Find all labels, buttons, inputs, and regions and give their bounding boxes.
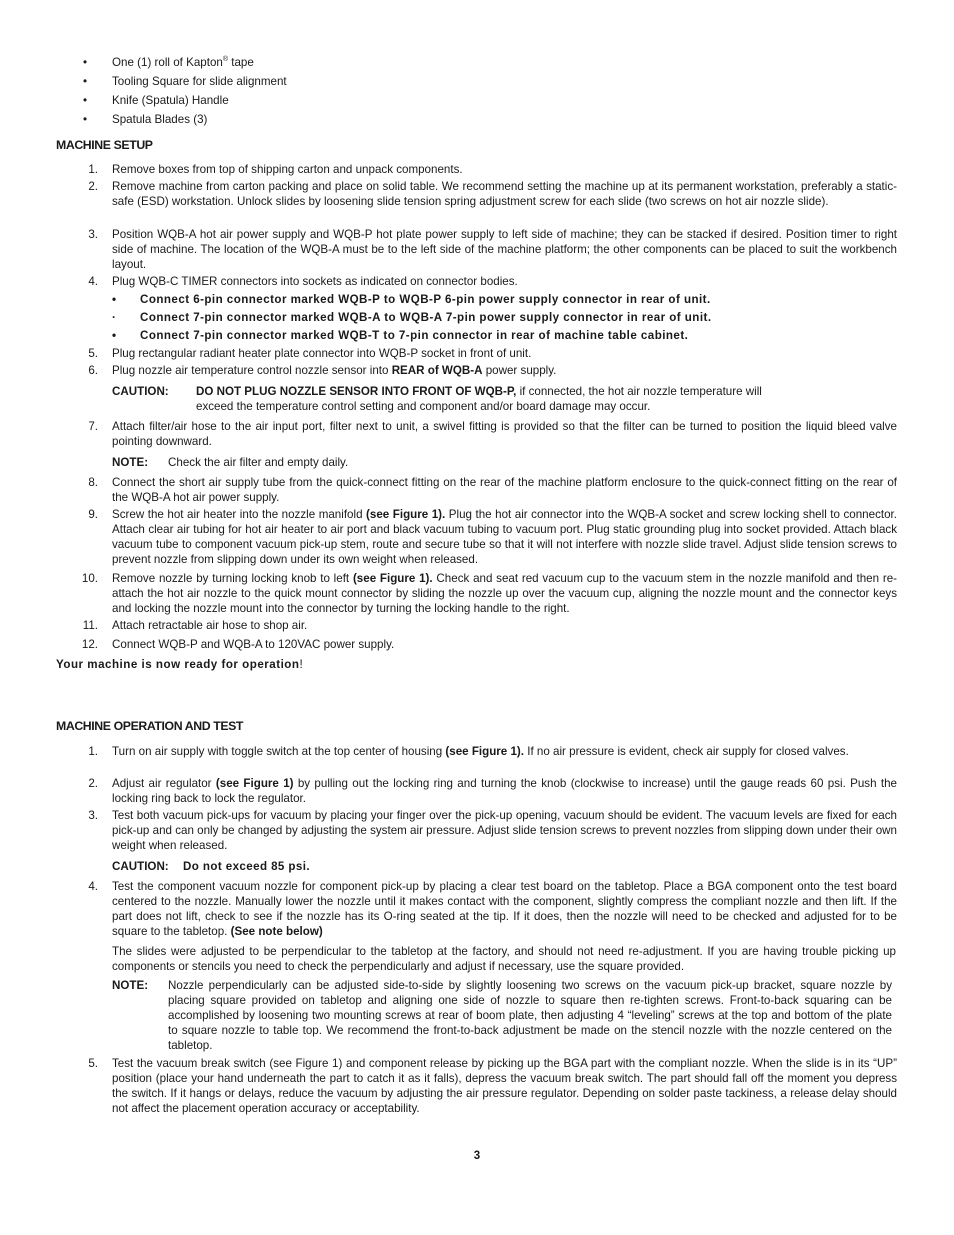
step-text: Check and seat red vacuum cup to the vacuum stem in the nozzle manifold and then re-attach the hot air nozzle to the quick mount connector by sliding the nozzle up over the vacuum cup, aligning the nozzle mount and the connector keys and locking the nozzle mount into the connector by turning the locking handle to the right.	[112, 572, 898, 615]
step-text: Position WQB-A hot air power supply and WQB-P hot plate power supply to left side of machine; they can be stacked if desired. Position timer to right side of machine. The location of the WQB-A must be to the left side of the machine platform; the other components can be placed to suit the workbench layout.	[112, 228, 897, 271]
step-text: Turn on air supply with toggle switch at the top center of housing	[112, 745, 446, 758]
setup-step: 3. Position WQB-A hot air power supply and WQB-P hot plate power supply to left side of machine; they can be stacked if desired. Position timer to right side of machine. The location of the WQB-A must be to the left side of the machine platform; the other components can be placed to suit the workbench layout.	[88, 228, 897, 271]
step-text: Plug the hot air connector into the WQB-A socket and screw locking shell to connector. Attach clear air tubing for hot air heater to air port and black vacuum tubing to vacuum port. Plug static grounding plug into socket provided. Attach black vacuum tube to component vacuum pick-up stem, route and secure tube so that it will not interfere with nozzle slide travel. Adjust slide tension screws to prevent nozzle from slipping down under its own weight when released.	[112, 508, 897, 566]
bullet-icon: •	[83, 113, 88, 126]
step-text: Plug rectangular radiant heater plate connector into WQB-P socket in front of unit.	[112, 347, 532, 360]
setup-step: 12. Connect WQB-P and WQB-A to 120VAC power supply.	[81, 638, 395, 651]
note-label: NOTE:	[112, 979, 149, 992]
step-text: Plug WQB-C TIMER connectors into sockets as indicated on connector bodies.	[112, 275, 518, 288]
step-text: by pulling out the locking ring and turning the knob (clockwise to increase) until the gauge reads 60 psi. Push the locking ring back to lock the regulator.	[112, 777, 898, 805]
setup-step: 4. Plug WQB-C TIMER connectors into sockets as indicated on connector bodies.	[88, 275, 518, 288]
step-text: Test both vacuum pick-ups for vacuum by placing your finger over the pick-up opening, vacuum should be evident. The vacuum levels are fixed for each pick-up and can only be changed by adjusting the system air pressure. Adjust slide tension screws to prevent nozzles from slipping down under their own weight when released.	[112, 809, 897, 852]
note-label: NOTE:	[112, 456, 149, 469]
step-text: Test the component vacuum nozzle for component pick-up by placing a clear test board on the tabletop. Place a BGA component onto the test board centered to the nozzle. Manually lower the nozzle until it makes contact with the component, slightly compress the compliant nozzle and then lift. If the part does not lift, check to see if the nozzle has its O-ring seated at the tip. If it does, then the nozzle will need to be checked and adjusted for to be square to the tabletop.	[112, 880, 897, 938]
step-text: Screw the hot air heater into the nozzle manifold	[112, 508, 367, 521]
setup-step: 6. Plug nozzle air temperature control nozzle sensor into REAR of WQB-A power supply.	[88, 364, 557, 377]
section-heading-machine-setup: MACHINE SETUP	[56, 138, 153, 152]
setup-step: 9. Screw the hot air heater into the nozzle manifold (see Figure 1). Plug the hot air connector into the WQB-A socket and screw locking shell to connector. Attach clear air tubing for hot air heater to air port and black vacuum tubing to vacuum port. Plug static grounding plug into socket provided. Attach black vacuum tube to component vacuum pick-up stem, route and secure tube so that it will not interfere with nozzle slide travel. Adjust slide tension screws to prevent nozzle from slipping down under its own weight when released.	[88, 508, 897, 566]
step-text: Plug nozzle air temperature control nozzle sensor into	[112, 364, 392, 377]
step-text: Remove boxes from top of shipping carton and unpack components.	[112, 163, 463, 176]
setup-step: 1. Remove boxes from top of shipping carton and unpack components.	[88, 163, 463, 176]
step-text: Connect the short air supply tube from the quick-connect fitting on the rear of the machine platform enclosure to the quick-connect fitting on the rear of the WQB-A hot air power supply.	[112, 476, 897, 504]
operation-step: 1. Turn on air supply with toggle switch at the top center of housing (see Figure 1). If no air pressure is evident, check air supply for closed valves.	[88, 745, 849, 758]
bullet-icon: •	[112, 293, 117, 306]
step-text: Remove machine from carton packing and place on solid table. We recommend setting the machine up at its permanent workstation, preferably a static-safe (ESD) workstation. Unlock slides by loosening slide tension spring adjustment screw for each slide (two screws on hot air nozzle slide).	[112, 180, 897, 208]
step-text: Remove nozzle by turning locking knob to left	[112, 572, 353, 585]
operation-step: 5. Test the vacuum break switch (see Figure 1) and component release by picking up the BGA part with the compliant nozzle. When the slide is in its “UP” position (place your hand underneath the part to catch it as it falls), depress the vacuum break switch. The part should fall off the moment you depress the switch. If it hangs or delays, reduce the vacuum by adjusting the air pressure regulator. Depending on solder paste tackiness, a release delay should not affect the placement operation accuracy or acceptability.	[88, 1057, 897, 1115]
operation-step: 3. Test both vacuum pick-ups for vacuum by placing your finger over the pick-up opening, vacuum should be evident. The vacuum levels are fixed for each pick-up and can only be changed by adjusting the system air pressure. Adjust slide tension screws to prevent nozzles from slipping down under their own weight when released.	[88, 809, 897, 852]
step-text: Attach retractable air hose to shop air.	[112, 619, 308, 632]
bullet-icon: ·	[112, 311, 117, 324]
setup-step: 5. Plug rectangular radiant heater plate connector into WQB-P socket in front of unit.	[88, 347, 532, 360]
step-text: (see Figure 1).	[352, 572, 433, 585]
note-callout: NOTE: Check the air filter and empty daily.	[112, 456, 349, 469]
setup-step: 2. Remove machine from carton packing and place on solid table. We recommend setting the machine up at its permanent workstation, preferably a static-safe (ESD) workstation. Unlock slides by loosening slide tension spring adjustment screw for each slide (two screws on hot air nozzle slide).	[88, 180, 897, 208]
caution-callout: CAUTION: DO NOT PLUG NOZZLE SENSOR INTO FRONT OF WQB-P, if connected, the hot air nozzle temperature will exceed the temperature control setting and component and/or board damage may occur.	[112, 385, 762, 413]
step-text: Attach filter/air hose to the air input port, filter next to unit, a swivel fitting is provided so that the filter can be turned to position the liquid bleed valve pointing downward.	[112, 420, 897, 448]
step-text: Test the vacuum break switch (see Figure 1) and component release by picking up the BGA part with the compliant nozzle. When the slide is in its “UP” position (place your hand underneath the part to catch it as it falls), depress the vacuum break switch. The part should fall off the moment you depress the switch. If it hangs or delays, reduce the vacuum by adjusting the air pressure regulator. Depending on solder paste tackiness, a release delay should not affect the placement operation accuracy or acceptability.	[112, 1057, 897, 1115]
step-text: Connect WQB-P and WQB-A to 120VAC power supply.	[112, 638, 395, 651]
operation-step: 4. Test the component vacuum nozzle for component pick-up by placing a clear test board on the tabletop. Place a BGA component onto the test board centered to the nozzle. Manually lower the nozzle until it makes contact with the component, slightly compress the compliant nozzle and then lift. If the part does not lift, check to see if the nozzle has its O-ring seated at the tip. If it does, then the nozzle will need to be checked and adjusted for to be square to the tabletop. (See note below)	[88, 880, 897, 938]
step-text: (see Figure 1).	[366, 508, 446, 521]
bullet-icon: •	[83, 75, 88, 88]
step-text: (See note below)	[230, 925, 323, 938]
manual-page: • One (1) roll of Kapton® tape • Tooling Square for slide alignment • Knife (Spatula) Handle • Spatula Blades (3) MACHINE SETUP 1. Remove boxes from top of shipping carton and unpack components. 2. Remove machine from carton packing and place on solid table. We recommend setting the machine up at its permanent workstation, preferably a static-safe (ESD) workstation. Unlock slides by loosening slide tension spring adjustment screw for each slide (two screws on hot air nozzle slide). 3. Position WQB-A hot air power supply and WQB-P hot plate power supply to left side of machine; they can be stacked if desired. Position timer to right side of machine. The location of the WQB-A must be to the left side of the machine platform; the other components can be placed to suit the workbench layout. 4. Plug WQB-C TIMER connectors into sockets as indicated on connector bodies. • Connect 6-pin connector marked WQB-P to WQB-P 6-pin power supply connector in rear of unit. · Connect 7-pin connector marked WQB-A to WQB-A 7-pin power supply connector in rear of unit. • Connect 7-pin connector marked WQB-T to 7-pin connector in rear of machine table cabinet. 5. Plug rectangular radiant heater plate connector into WQB-P socket in front of unit. 6. Plug nozzle air temperature control nozzle sensor into REAR of WQB-A power supply. CAUTION: DO NOT PLUG NOZZLE SENSOR INTO FRONT OF WQB-P, if connected, the hot air nozzle temperature will exceed the temperature control setting and component and/or board damage may occur. 7. Attach filter/air hose to the air input port, filter next to unit, a swivel fitting is provided so that the filter can be turned to position the liquid bleed valve pointing downward. NOTE: Check the air filter and empty daily. 8. Connect the short air supply tube from the quick-connect fitting on the rear of the machine platform enclosure to the quick-connect fitting on the rear of the WQB-A hot air power supply. 9. Screw the hot air heater into the nozzle manifold (see Figure 1). Plug the hot air connector into the WQB-A socket and screw locking shell to connector. Attach clear air tubing for hot air heater to air port and black vacuum tubing to vacuum port. Plug static grounding plug into socket provided. Attach black vacuum tube to component vacuum pick-up stem, route and secure tube so that it will not interfere with nozzle slide travel. Adjust slide tension screws to prevent nozzle from slipping down under its own weight when released. 10. Remove nozzle by turning locking knob to left (see Figure 1). Check and seat red vacuum cup to the vacuum stem in the nozzle manifold and then re-attach the hot air nozzle to the quick mount connector by sliding the nozzle up over the vacuum cup, aligning the nozzle mount and the connector keys and locking the nozzle mount into the connector by turning the locking handle to the right. 11. Attach retractable air hose to shop air. 12. Connect WQB-P and WQB-A to 120VAC power supply. Your machine is now ready for operation! MACHINE OPERATION AND TEST 1. Turn on air supply with toggle switch at the top center of housing (see Figure 1). If no air pressure is evident, check air supply for closed valves. 2. Adjust air regulator (see Figure 1) by pulling out the locking ring and turning the knob (clockwise to increase) until the gauge reads 60 psi. Push the locking ring back to lock the regulator. 3. Test both vacuum pick-ups for vacuum by placing your finger over the pick-up opening, vacuum should be evident. The vacuum levels are fixed for each pick-up and can only be changed by adjusting the system air pressure. Adjust slide tension screws to prevent nozzles from slipping down under their own weight when released. CAUTION: Do not exceed 85 psi. 4. Test the component vacuum nozzle for component pick-up by placing a clear test board on the tabletop. Place a BGA component onto the test board centered to the nozzle. Manually lower the nozzle until it makes contact with the component, slightly compress the compliant nozzle and then lift. If the part does not lift, check to see if the nozzle has its O-ring seated at the tip. If it does, then the nozzle will need to be checked and adjusted for to be square to the tabletop. (See note below) The slides were adjusted to be perpendicular to the tabletop at the factory, and should not need re-adjustment. If you are having trouble picking up components or stencils you need to check the perpendicularly and adjust if necessary, use the square provided. NOTE: Nozzle perpendicularly can be adjusted side-to-side by slightly loosening two screws on the vacuum pick-up bracket, square nozzle by placing square provided on tabletop and aligning one side of nozzle to square then re-tighten screws. Front-to-back squaring can be accomplished by loosening two mounting screws at rear of boom plate, then adjusting 4 “leveling” screws at the top and bottom of the plate to square nozzle to table top. We recommend the front-to-back adjustment be made on the stencil nozzle with the nozzle centered on the tabletop. 5. Test the vacuum break switch (see Figure 1) and component release by picking up the BGA part with the compliant nozzle. When the slide is in its “UP” position (place your hand underneath the part to catch it as it falls), depress the vacuum break switch. The part should fall off the moment you depress the switch. If it hangs or delays, reduce the vacuum by adjusting the air pressure regulator. Depending on solder paste tackiness, a release delay should not affect the placement operation accuracy or acceptability. 3	[0, 0, 954, 1235]
step-text: (see Figure 1)	[215, 777, 294, 790]
slides-paragraph: The slides were adjusted to be perpendicular to the tabletop at the factory, and should not need re-adjustment. If you are having trouble picking up components or stencils you need to check the perpendicularly and adjust if necessary, use the square provided.	[112, 945, 896, 973]
ready-message: Your machine is now ready for operation!	[56, 658, 304, 671]
step-text: (see Figure 1).	[445, 745, 525, 758]
setup-step: 10. Remove nozzle by turning locking knob to left (see Figure 1). Check and seat red vacuum cup to the vacuum stem in the nozzle manifold and then re-attach the hot air nozzle to the quick mount connector by sliding the nozzle up over the vacuum cup, aligning the nozzle mount and the connector keys and locking the nozzle mount into the connector by turning the locking handle to the right.	[81, 572, 898, 615]
setup-step: 11. Attach retractable air hose to shop air.	[82, 619, 308, 632]
setup-step: 8. Connect the short air supply tube from the quick-connect fitting on the rear of the machine platform enclosure to the quick-connect fitting on the rear of the WQB-A hot air power supply.	[88, 476, 897, 504]
bullet-icon: •	[112, 329, 117, 342]
step-text: Adjust air regulator	[112, 777, 216, 790]
caution-callout: CAUTION: Do not exceed 85 psi.	[112, 860, 310, 873]
operation-step: 2. Adjust air regulator (see Figure 1) by pulling out the locking ring and turning the knob (clockwise to increase) until the gauge reads 60 psi. Push the locking ring back to lock the regulator.	[88, 777, 898, 805]
setup-step: 7. Attach filter/air hose to the air input port, filter next to unit, a swivel fitting is provided so that the filter can be turned to position the liquid bleed valve pointing downward.	[88, 420, 897, 448]
section-heading-machine-operation: MACHINE OPERATION AND TEST	[56, 719, 244, 733]
bullet-icon: •	[83, 56, 88, 69]
page-number: 3	[473, 1150, 481, 1162]
caution-label: CAUTION:	[112, 385, 169, 398]
caution-label: CAUTION:	[112, 860, 169, 873]
step-text: REAR of WQB-A	[391, 364, 483, 377]
note-callout: NOTE: Nozzle perpendicularly can be adjusted side-to-side by slightly loosening two screws on the vacuum pick-up bracket, square nozzle by placing square provided on tabletop and aligning one side of nozzle to square then re-tighten screws. Front-to-back squaring can be accomplished by loosening two mounting screws at rear of boom plate, then adjusting 4 “leveling” screws at the top and bottom of the plate to square nozzle to table top. We recommend the front-to-back adjustment be made on the stencil nozzle with the nozzle centered on the tabletop.	[112, 979, 892, 1052]
step-text: power supply.	[482, 364, 557, 377]
step-text: If no air pressure is evident, check air supply for closed valves.	[524, 745, 849, 758]
bullet-icon: •	[83, 94, 88, 107]
